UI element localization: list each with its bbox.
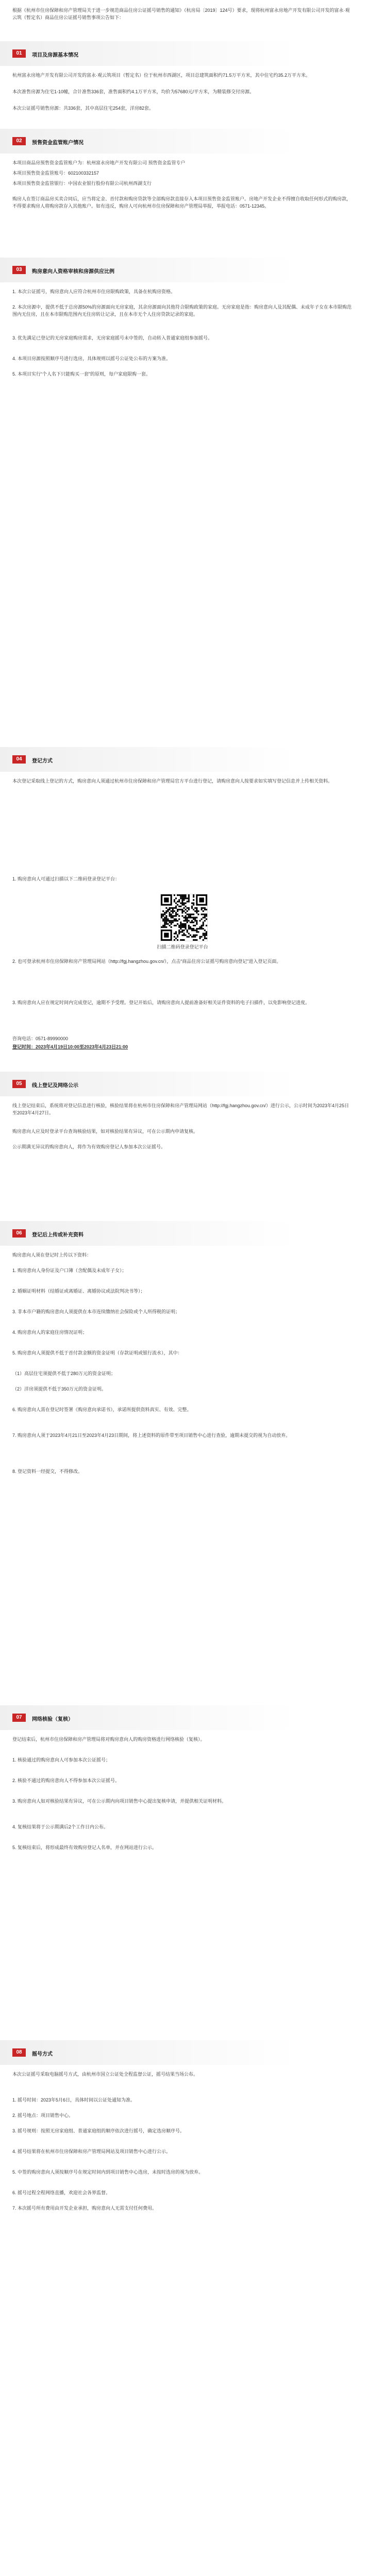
section-header-07	[0, 1705, 367, 1730]
s8-paragraph-6: 5. 中签的购房意向人须按顺序号在规定时间内到项目销售中心选房，未按时选房的视为放弃。	[12, 2170, 204, 2175]
s6-paragraph-11: 8. 登记资料一经提交，不得修改。	[12, 1469, 83, 1474]
section-header-08	[0, 2040, 367, 2065]
s7-paragraph-1: 登记结束后，杭州市住房保障和房产管理局将对购房意向人的购房资格进行网络核验（复核）。	[12, 1737, 205, 1742]
s6-paragraph-1: 购房意向人须在登记时上传以下资料：	[12, 1252, 92, 1258]
s6-paragraph-9: 6. 购房意向人需在登记时签署《购房意向承诺书》，承诺所提供资料真实、有效、完整。	[12, 1407, 192, 1412]
s4-paragraph-1: 本次登记采取线上登记的方式，购房意向人须通过杭州市住房保障和房产管理局官方平台进行登记，请购房意向人按要求如实填写登记信息并上传相关资料。	[12, 778, 333, 784]
section-title: 登记方式	[32, 758, 53, 764]
section-title: 项目及房源基本情况	[32, 53, 78, 58]
section-title: 线上登记及网络公示	[32, 1083, 78, 1089]
s8-paragraph-1: 本次公证摇号采取电脑摇号方式，由杭州市国立公证处全程监督公证，摇号结果当场公布。	[12, 2072, 198, 2077]
s6-paragraph-3: 2. 婚姻证明材料（结婚证或离婚证、离婚协议或法院判决书等）；	[12, 1289, 145, 1294]
s4-registration-time	[12, 1044, 353, 1051]
qr-code-icon	[161, 894, 207, 941]
section-number: 04	[12, 755, 26, 764]
s7-paragraph-4: 3. 购房意向人如对核验结果有异议，可在公示期内向项目销售中心提出复核申请，并提供相关证明材料。	[12, 1799, 227, 1804]
s3-paragraph-1: 1. 本次公证摇号，购房意向人应符合杭州市住房限购政策，具备在杭购房资格。	[12, 289, 176, 294]
s4-paragraph-4: 3. 购房意向人应在规定时间内完成登记，逾期不予受理。登记开始后，请购房意向人提前准备好相关证件资料的电子扫描件，以免影响登记进度。	[12, 1000, 310, 1005]
s2-account-number: 本项目预售资金监管账号：602100332157	[12, 171, 99, 176]
s3-paragraph-4: 4. 本项目房源按照顺序号进行选房，具体规则以摇号公证处公布的方案为准。	[12, 356, 171, 361]
qr-code-image[interactable]	[160, 894, 208, 941]
s8-paragraph-8: 7. 本次摇号所有费用由开发企业承担，购房意向人无需支付任何费用。	[12, 2206, 157, 2211]
s6-paragraph-10: 7. 购房意向人须于2023年4月21日至2023年4月23日期间，将上述资料的原件带至项目销售中心进行查验，逾期未提交的视为自动放弃。	[12, 1433, 291, 1438]
s8-paragraph-7: 6. 摇号过程全程网络直播，欢迎社会各界监督。	[12, 2190, 111, 2195]
s1-paragraph-3: 本次公证摇号销售房源：共336套，其中高层住宅254套，洋房82套。	[12, 106, 154, 111]
s8-paragraph-5: 4. 摇号结果将在杭州市住房保障和房产管理局网站及项目销售中心进行公示。	[12, 2149, 171, 2154]
s7-paragraph-2: 1. 核验通过的购房意向人可参加本次公证摇号；	[12, 1757, 111, 1762]
s6-paragraph-7: （1）高层住宅须提供不低于280万元的资金证明；	[12, 1371, 116, 1376]
s6-paragraph-8: （2）洋房须提供不低于350万元的资金证明。	[12, 1386, 107, 1392]
s6-paragraph-6: 5. 购房意向人须提供不低于首付款金额的资金证明（存款证明或银行流水），其中：	[12, 1350, 182, 1355]
s2-bank: 本项目预售资金监管银行：中国农业银行股份有限公司杭州西湖支行	[12, 181, 152, 186]
section-title: 预售资金监管账户情况	[32, 140, 84, 146]
section-header-01	[0, 41, 367, 66]
s6-paragraph-4: 3. 非本市户籍的购房意向人须提供在本市连续缴纳社会保险或个人所得税的证明；	[12, 1309, 180, 1314]
s8-paragraph-3: 2. 摇号地点：项目销售中心。	[12, 2113, 74, 2118]
s5-paragraph-1: 线上登记结束后，系统将对登记信息进行核验，核验结果将在杭州市住房保障和房产管理局网站（http://fgj.hangzhou.gov.cn/）进行公示，公示时间为2023年4月25日至2023年4月27日。	[12, 1103, 349, 1115]
section-title: 登记后上传或补充资料	[32, 1232, 84, 1238]
section-number: 06	[12, 1229, 26, 1238]
section-number: 01	[12, 49, 26, 58]
intro-paragraph: 根据《杭州市住房保障和房产管理局关于进一步规范商品住房公证摇号销售的通知》（杭房局〔2019〕124号）要求，现将杭州富永房地产开发有限公司开发的富永·观云筑（暂定名）商品住房公证摇号销售事项公告如下：	[12, 8, 350, 20]
section-header-03	[0, 258, 367, 282]
s7-paragraph-5: 4. 复核结果将于公示期满后2个工作日内公布。	[12, 1824, 109, 1829]
s2-account-name: 本项目商品房预售资金监管账户为：杭州富永房地产开发有限公司 预售资金监管专户	[12, 160, 186, 165]
section-number: 02	[12, 137, 26, 145]
qr-caption: 扫描二维码登录登记平台	[157, 944, 208, 950]
s3-paragraph-3: 3. 优先满足已登记的无房家庭购房需求，无房家庭摇号未中签的，自动转入普通家庭组参加摇号。	[12, 335, 213, 341]
section-header-06	[0, 1221, 367, 1246]
section-title: 摇号方式	[32, 2052, 53, 2057]
s8-paragraph-4: 3. 摇号规则：按照无房家庭组、普通家庭组的顺序依次进行摇号，确定选房顺序号。	[12, 2128, 185, 2133]
section-number: 08	[12, 2048, 26, 2057]
s4-paragraph-3: 2. 也可登录杭州市住房保障和房产管理局网站（http://fgj.hangzhou.gov.cn/），点击“商品住房公证摇号购房意向登记”进入登记页面。	[12, 959, 281, 964]
section-number: 07	[12, 1714, 26, 1722]
s8-paragraph-2: 1. 摇号时间：2023年5月6日，具体时间以公证处通知为准。	[12, 2097, 136, 2103]
s3-paragraph-2: 2. 本次房源中，提供不低于总房源50%的房源面向无房家庭，其余房源面向其他符合限购政策的家庭。无房家庭是指：购房意向人及其配偶、未成年子女在本市限购范围内无住房，且在本市限购范围内无住房转让记录，且在本市无个人住房贷款记录的家庭。	[12, 304, 352, 317]
section-number: 03	[12, 266, 26, 274]
section-number: 05	[12, 1080, 26, 1088]
s1-paragraph-2: 本次准售房源为住宅1-10幢，合计准售336套，准售面积约4.1万平方米，均价为57680元/平方米，为精装修交付房源。	[12, 89, 255, 94]
s6-paragraph-5: 4. 购房意向人的家庭住房情况证明；	[12, 1330, 88, 1335]
s3-paragraph-5: 5. 本项目实行“个人名下只能购买一套”的原则，每户家庭限购一套。	[12, 371, 151, 377]
s5-paragraph-2: 购房意向人应及时登录平台查询核验结果，如对核验结果有异议，可在公示期内申请复核。	[12, 1129, 198, 1134]
section-header-05	[0, 1072, 367, 1096]
s2-paragraph-4: 购房人在签订商品房买卖合同后，应当将定金、首付款和购房贷款等全部购房款直接存入本项目预售资金监管账户。房地产开发企业不得擅自收取任何形式的购房款，不得要求购房人将购房款存入其他账户。如有违反，购房人可向杭州市住房保障和房产管理局举报，举报电话：0571-12345。	[12, 196, 352, 209]
section-header-04	[0, 747, 367, 772]
s5-paragraph-3: 公示期满无异议的购房意向人，将作为有效购房登记人参加本次公证摇号。	[12, 1144, 166, 1149]
s6-paragraph-2: 1. 购房意向人身份证及户口簿（含配偶及未成年子女）；	[12, 1268, 127, 1273]
s7-paragraph-6: 5. 复核结束后，将形成最终有效购房登记人名单，并在网站进行公示。	[12, 1845, 157, 1850]
s7-paragraph-3: 2. 核验不通过的购房意向人不得参加本次公证摇号。	[12, 1778, 120, 1783]
s4-contact: 咨询电话：0571-89990000	[12, 1036, 69, 1041]
section-title: 购房意向人资格审核和房源供应比例	[32, 269, 114, 275]
registration-time-text: 登记时间：2023年4月19日10:00至2023年4月23日21:00	[12, 1044, 128, 1049]
s1-paragraph-1: 杭州富永房地产开发有限公司开发的富永·观云筑项目（暂定名）位于杭州市西湖区，项目总建筑面积约71.5万平方米，其中住宅约35.2万平方米。	[12, 73, 311, 78]
s4-paragraph-2: 1. 购房意向人可通过扫描以下二维码登录登记平台：	[12, 876, 120, 882]
section-header-02	[0, 129, 367, 154]
section-title: 网络核验（复核）	[32, 1717, 73, 1722]
